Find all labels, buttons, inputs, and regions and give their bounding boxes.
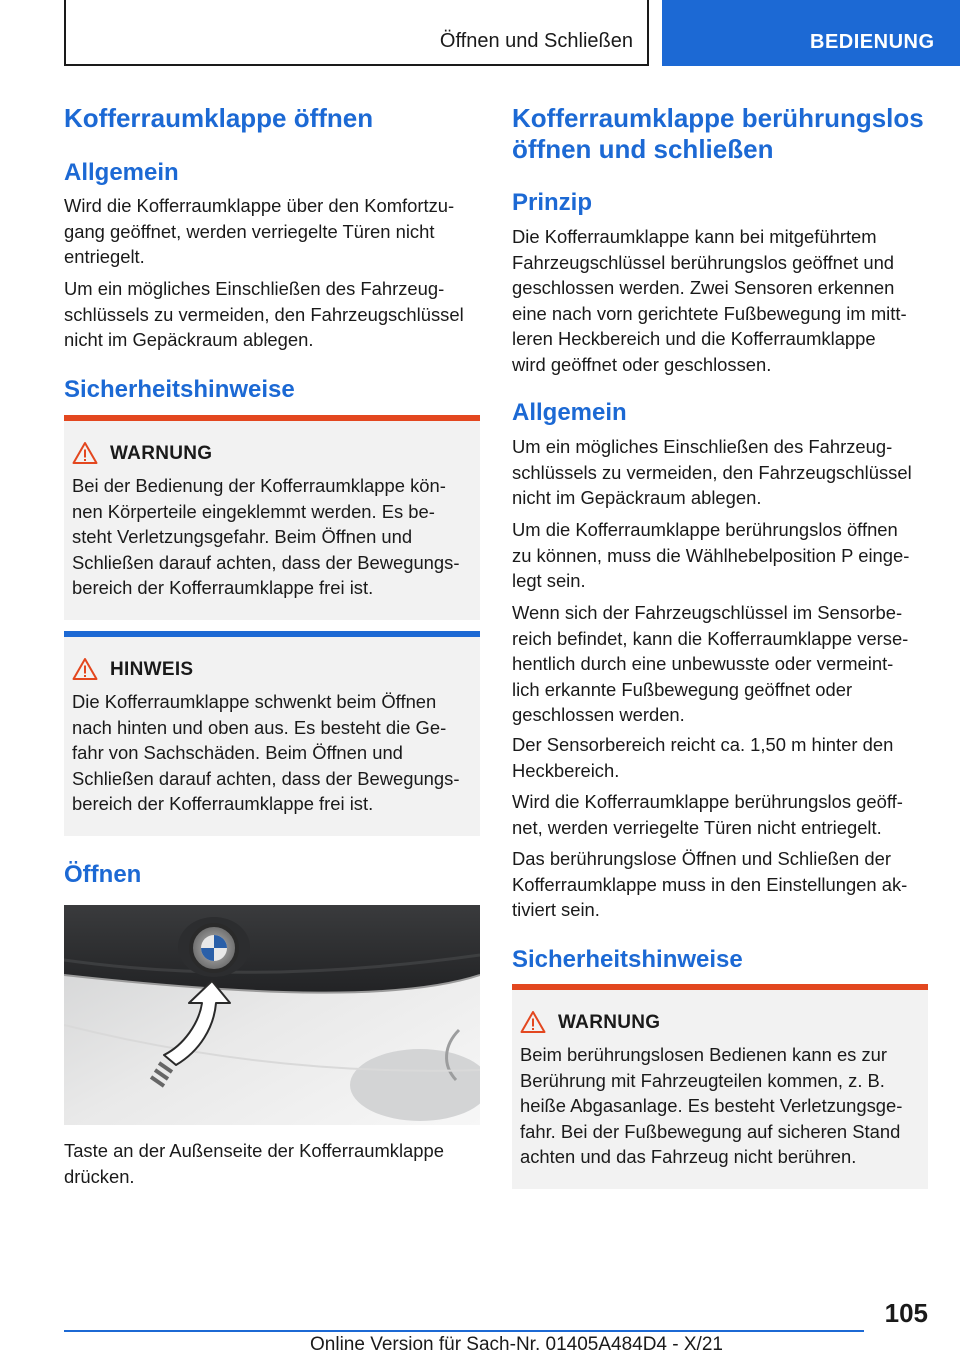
right-allgemein-heading: Allgemein [512, 399, 627, 426]
header-chapter-title: BEDIENUNG [810, 31, 935, 53]
left-warning-box [64, 415, 480, 620]
left-allgemein-paragraph-2: Um ein mögliches Einschließen des Fahrzeug- schlüssels zu vermeiden, den Fahrzeugschlüssel nicht im Gepäckraum ablegen. [64, 278, 464, 350]
header-section-tab [64, 0, 649, 66]
right-paragraph-5: Wird die Kofferraumklappe berührungslos geöff- net, werden verriegelte Türen nicht entriegelt. [512, 791, 903, 838]
trunk-button-photo [64, 905, 480, 1125]
trunk-illustration [64, 905, 480, 1125]
right-warning-box [512, 984, 928, 1189]
header-section-title: Öffnen und Schließen [439, 30, 633, 52]
right-safety-heading: Sicherheitshinweise [512, 946, 743, 973]
notice-text: Die Kofferraumklappe schwenkt beim Öffnen nach hinten und oben aus. Es besteht die Ge- fahr von Sachschäden. Beim Öffnen und Schließen darauf achten, dass der Bewegungs- bereich der Kofferraumklappe frei ist. [72, 691, 460, 814]
notice-title: HINWEIS [110, 659, 194, 680]
right-paragraph-2: Um die Kofferraumklappe berührungslos öffnen zu können, muss die Wählhebelposition P einge- legt sein. [512, 519, 910, 591]
right-prinzip-heading: Prinzip [512, 189, 593, 216]
right-paragraph-6: Das berührungslose Öffnen und Schließen der Kofferraumklappe muss in den Einstellungen ak- tiviert sein. [512, 848, 908, 920]
bmw-logo-icon [178, 917, 250, 977]
right-paragraph-3: Wenn sich der Fahrzeugschlüssel im Sensorbe- reich befindet, kann die Kofferraumklappe verse- hentlich durch eine unbewusste oder vermeint- lich erkannte Fußbewegung geöffnet oder geschlossen werden. [512, 602, 909, 725]
right-paragraph-4: Der Sensorbereich reicht ca. 1,50 m hinter den Heckbereich. [512, 734, 894, 781]
header-chapter-tab [662, 0, 960, 66]
left-allgemein-paragraph-1: Wird die Kofferraumklappe über den Komfortzu- gang geöffnet, werden verriegelte Türen nicht entriegelt. [64, 195, 455, 267]
right-page-title: Kofferraumklappe berührungslos öffnen und schließen [512, 103, 924, 164]
right-prinzip-paragraph: Die Kofferraumklappe kann bei mitgeführtem Fahrzeugschlüssel berührungslos geöffnet und geschlossen werden. Zwei Sensoren erkennen eine nach vorn gerichtete Fußbewegung im mitt- leren Heckbereich und die Kofferraumklappe wird geöffnet oder geschlossen. [512, 226, 907, 375]
warning-text: Beim berührungslosen Bedienen kann es zur Berührung mit Fahrzeugteilen kommen, z. B. heiße Abgasanlage. Es besteht Verletzungsge- fahr. Bei der Fußbewegung auf sicheren Stand achten und das Fahrzeug nicht berühren. [520, 1044, 903, 1167]
left-safety-heading: Sicherheitshinweise [64, 376, 295, 403]
photo-caption: Taste an der Außenseite der Kofferraumklappe drücken. [64, 1140, 444, 1187]
right-paragraph-1: Um ein mögliches Einschließen des Fahrzeug- schlüssels zu vermeiden, den Fahrzeugschlüssel nicht im Gepäckraum ablegen. [512, 436, 912, 508]
page-number: 105 [884, 1298, 928, 1328]
warning-triangle-icon [520, 1010, 546, 1034]
warning-triangle-icon [72, 657, 98, 681]
warning-title: WARNUNG [558, 1012, 661, 1033]
warning-title: WARNUNG [110, 443, 213, 464]
left-page-title: Kofferraumklappe öffnen [64, 103, 374, 133]
left-open-heading: Öffnen [64, 861, 142, 888]
footer-online-version: Online Version für Sach-Nr. 01405A484D4 - X/21 [310, 1334, 723, 1355]
warning-text: Bei der Bedienung der Kofferraumklappe kön- nen Körperteile eingeklemmt werden. Es be- steht Verletzungsgefahr. Beim Öffnen und Schließen darauf achten, dass der Bewegungs- bereich der Kofferraumklappe frei ist. [72, 475, 460, 598]
left-allgemein-heading: Allgemein [64, 159, 179, 186]
warning-triangle-icon [72, 441, 98, 465]
footer-divider [64, 1330, 864, 1332]
left-notice-box [64, 631, 480, 836]
